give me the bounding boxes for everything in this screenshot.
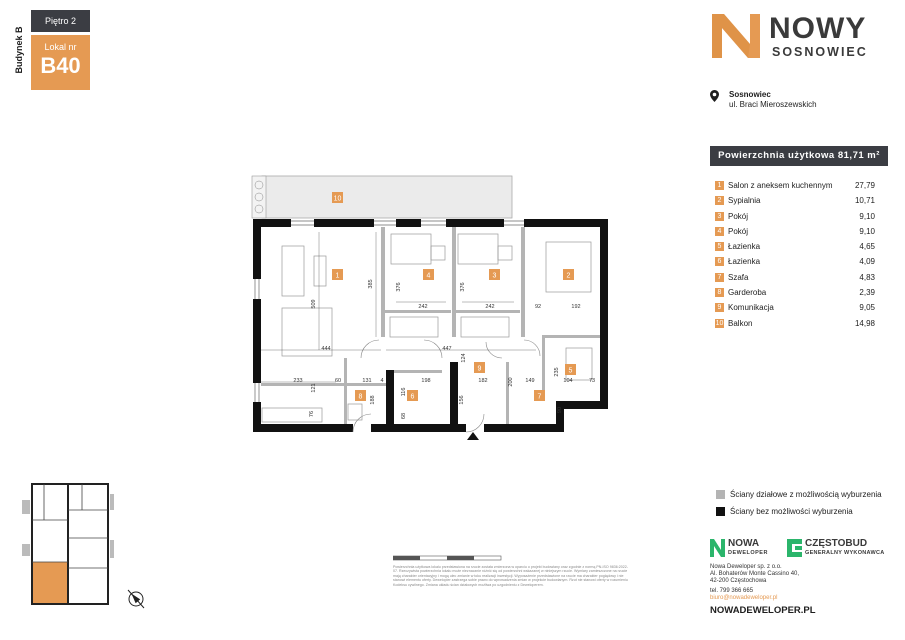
room-index: 3 [715, 212, 724, 221]
room-number-3: 3 [492, 272, 497, 280]
legend-item-partition [716, 489, 896, 506]
room-row [715, 272, 875, 287]
room-number-4: 4 [426, 272, 431, 280]
room-name: Szafa [728, 272, 749, 282]
room-area: 4,09 [859, 257, 875, 267]
room-area: 9,10 [859, 211, 875, 221]
room-name: Pokój [728, 211, 749, 221]
disclaimer-text: Powierzchnia użytkowa lokalu przedstawiona na rzucie została zmierzona w oparciu o projekt budowlany oraz zgodnie z normą PN-ISO 9836:2022-07. Rzeczywista powierzchnia lokalu może nieznacznie różnić się od powierzchni wskazanej w niniejszym rzucie. Wymiary zamieszczone na rzucie mają charakter orientacyjny i mogą ulec zmianie w toku realizacji inwestycji. Wyposażenie przedstawione na rzucie ma charakter poglądowy i nie stanowi elementu oferty. Dewelopler zastrzega sobie prawo do wprowadzenia zmian w projekcie budowlanym. Rzut nie stanowi oferty w rozumieniu Kodeksu cywilnego. Zmiana układu ścian działowych możliwa po uzgodnieniu z Deweloperem. [393, 565, 628, 587]
dimension-73: 73 [588, 378, 596, 384]
dimension-444: 444 [321, 346, 331, 352]
room-row [715, 256, 875, 271]
czestobud-sub: GENERALNY WYKONAWCA [805, 550, 885, 556]
room-index: 1 [715, 181, 724, 190]
room-name: Balkon [728, 318, 753, 328]
developer-contact [710, 588, 890, 602]
room-name: Pokój [728, 226, 749, 236]
dimension-131: 131 [362, 378, 372, 384]
room-index: 9 [715, 303, 724, 312]
dimension-233: 233 [293, 378, 303, 384]
dimension-509: 509 [311, 299, 317, 309]
legend-label-structural: Ściany bez możliwości wyburzenia [730, 507, 853, 516]
czestobud-logo-icon [787, 539, 802, 557]
location-city: Sosnowiec [729, 90, 771, 99]
nowa-sub: DEWELOPER [728, 550, 768, 556]
room-number-5: 5 [568, 367, 573, 375]
room-index: 8 [715, 288, 724, 297]
north-arrow-icon [125, 588, 147, 610]
room-index: 6 [715, 257, 724, 266]
key-plan-highlight [32, 562, 68, 604]
room-number-1: 1 [335, 272, 340, 280]
room-area: 14,98 [854, 318, 875, 328]
location-pin-icon [710, 90, 719, 102]
dimension-376a: 376 [396, 282, 402, 292]
nowa-name: NOWA [728, 538, 760, 549]
dimension-447: 447 [442, 346, 452, 352]
dimension-182: 182 [478, 378, 488, 384]
room-row [715, 318, 875, 333]
wall-legend [716, 489, 896, 523]
partition-walls [261, 227, 600, 424]
dimension-60: 60 [334, 378, 342, 384]
dimension-116: 116 [401, 387, 407, 397]
dimension-198: 198 [421, 378, 431, 384]
balcony-planter [252, 176, 266, 218]
room-row [715, 195, 875, 210]
nowa-deweloper-logo [710, 538, 780, 562]
unit-badge [31, 35, 90, 90]
contact-email[interactable]: biuro@nowadeweloper.pl [710, 595, 778, 601]
room-number-9: 9 [477, 365, 482, 373]
dimension-4: 4 [380, 378, 384, 384]
room-index: 2 [715, 196, 724, 205]
room-name: Garderoba [728, 288, 767, 298]
room-row [715, 211, 875, 226]
legend-item-structural [716, 506, 896, 523]
room-number-7: 7 [537, 393, 542, 401]
room-name: Komunikacja [728, 303, 774, 313]
room-number-8: 8 [358, 393, 363, 401]
room-index: 4 [715, 227, 724, 236]
area-header: Powierzchnia użytkowa 81,71 m² [710, 146, 888, 166]
room-row [715, 287, 875, 302]
room-list [715, 180, 875, 333]
room-name: Salon z aneksem kuchennym [728, 181, 833, 190]
dimension-242a: 242 [418, 304, 428, 310]
dimension-376b: 376 [460, 282, 466, 292]
legend-swatch-structural [716, 507, 725, 516]
dimension-124: 124 [461, 353, 467, 363]
dimension-385: 385 [368, 279, 374, 289]
room-number-6: 6 [410, 393, 415, 401]
contact-phone[interactable]: tel. 799 366 665 [710, 588, 754, 594]
nowa-logo-icon [710, 539, 725, 557]
room-number-10: 10 [333, 195, 342, 203]
room-index: 5 [715, 242, 724, 251]
dimension-104: 104 [563, 378, 573, 384]
dimension-156: 156 [459, 395, 465, 405]
legend-label-partition: Ściany działowe z możliwością wyburzenia [730, 490, 882, 499]
floor-plan [236, 172, 608, 440]
room-area: 2,39 [859, 288, 875, 298]
dimension-90: 90 [557, 406, 563, 414]
dimension-92: 92 [534, 304, 542, 310]
room-index: 7 [715, 273, 724, 282]
address-line-3: 42-200 Częstochowa [710, 578, 767, 584]
brand-sub: SOSNOWIEC [772, 45, 868, 59]
room-area: 9,10 [859, 226, 875, 236]
room-number-2: 2 [566, 272, 571, 280]
location-street: ul. Braci Mieroszewskich [729, 100, 817, 109]
structural-walls [253, 219, 608, 432]
brand-logo [710, 12, 885, 62]
dimension-76: 76 [309, 410, 315, 418]
legend-swatch-partition [716, 490, 725, 499]
dimension-lines [261, 232, 536, 382]
building-label [10, 18, 28, 90]
entrance-arrow [467, 432, 479, 440]
dimension-192: 192 [571, 304, 581, 310]
dimension-68: 68 [401, 412, 407, 420]
room-area: 10,71 [854, 196, 875, 206]
room-name: Łazienka [728, 257, 761, 267]
room-row [715, 241, 875, 256]
floor-badge: Piętro 2 [31, 10, 90, 32]
room-area: 9,05 [859, 303, 875, 313]
room-name: Sypialnia [728, 196, 761, 206]
unit-label: Lokal nr [44, 42, 77, 52]
czestobud-name: CZĘSTOBUD [805, 538, 868, 549]
dimension-242b: 242 [485, 304, 495, 310]
developer-address [710, 564, 890, 585]
scale-bar [393, 554, 503, 562]
balcony-area [262, 176, 512, 218]
building-text: Budynek B [14, 26, 24, 74]
key-plan [22, 480, 114, 608]
room-row [715, 226, 875, 241]
dimension-121: 121 [311, 383, 317, 393]
unit-number: B40 [40, 53, 81, 78]
room-name: Łazienka [728, 242, 761, 252]
room-area: 27,79 [854, 181, 875, 190]
czestobud-logo [787, 538, 887, 562]
room-index: 10 [715, 319, 724, 327]
address-line-2: Al. Bohaterów Monte Cassino 40, [710, 571, 800, 577]
room-area: 4,83 [859, 272, 875, 282]
dimension-235: 235 [554, 367, 560, 377]
room-area: 4,65 [859, 242, 875, 252]
dimension-149: 149 [525, 378, 535, 384]
address-line-1: Nowa Deweloper sp. z o.o. [710, 564, 782, 570]
room-row [715, 180, 875, 195]
dimension-200: 200 [508, 377, 514, 387]
room-row [715, 302, 875, 317]
brand-n-icon [710, 12, 762, 60]
brand-name: NOWY [769, 12, 867, 45]
website-link[interactable]: NOWADEWELOPER.PL [710, 605, 816, 616]
dimension-188: 188 [370, 395, 376, 405]
